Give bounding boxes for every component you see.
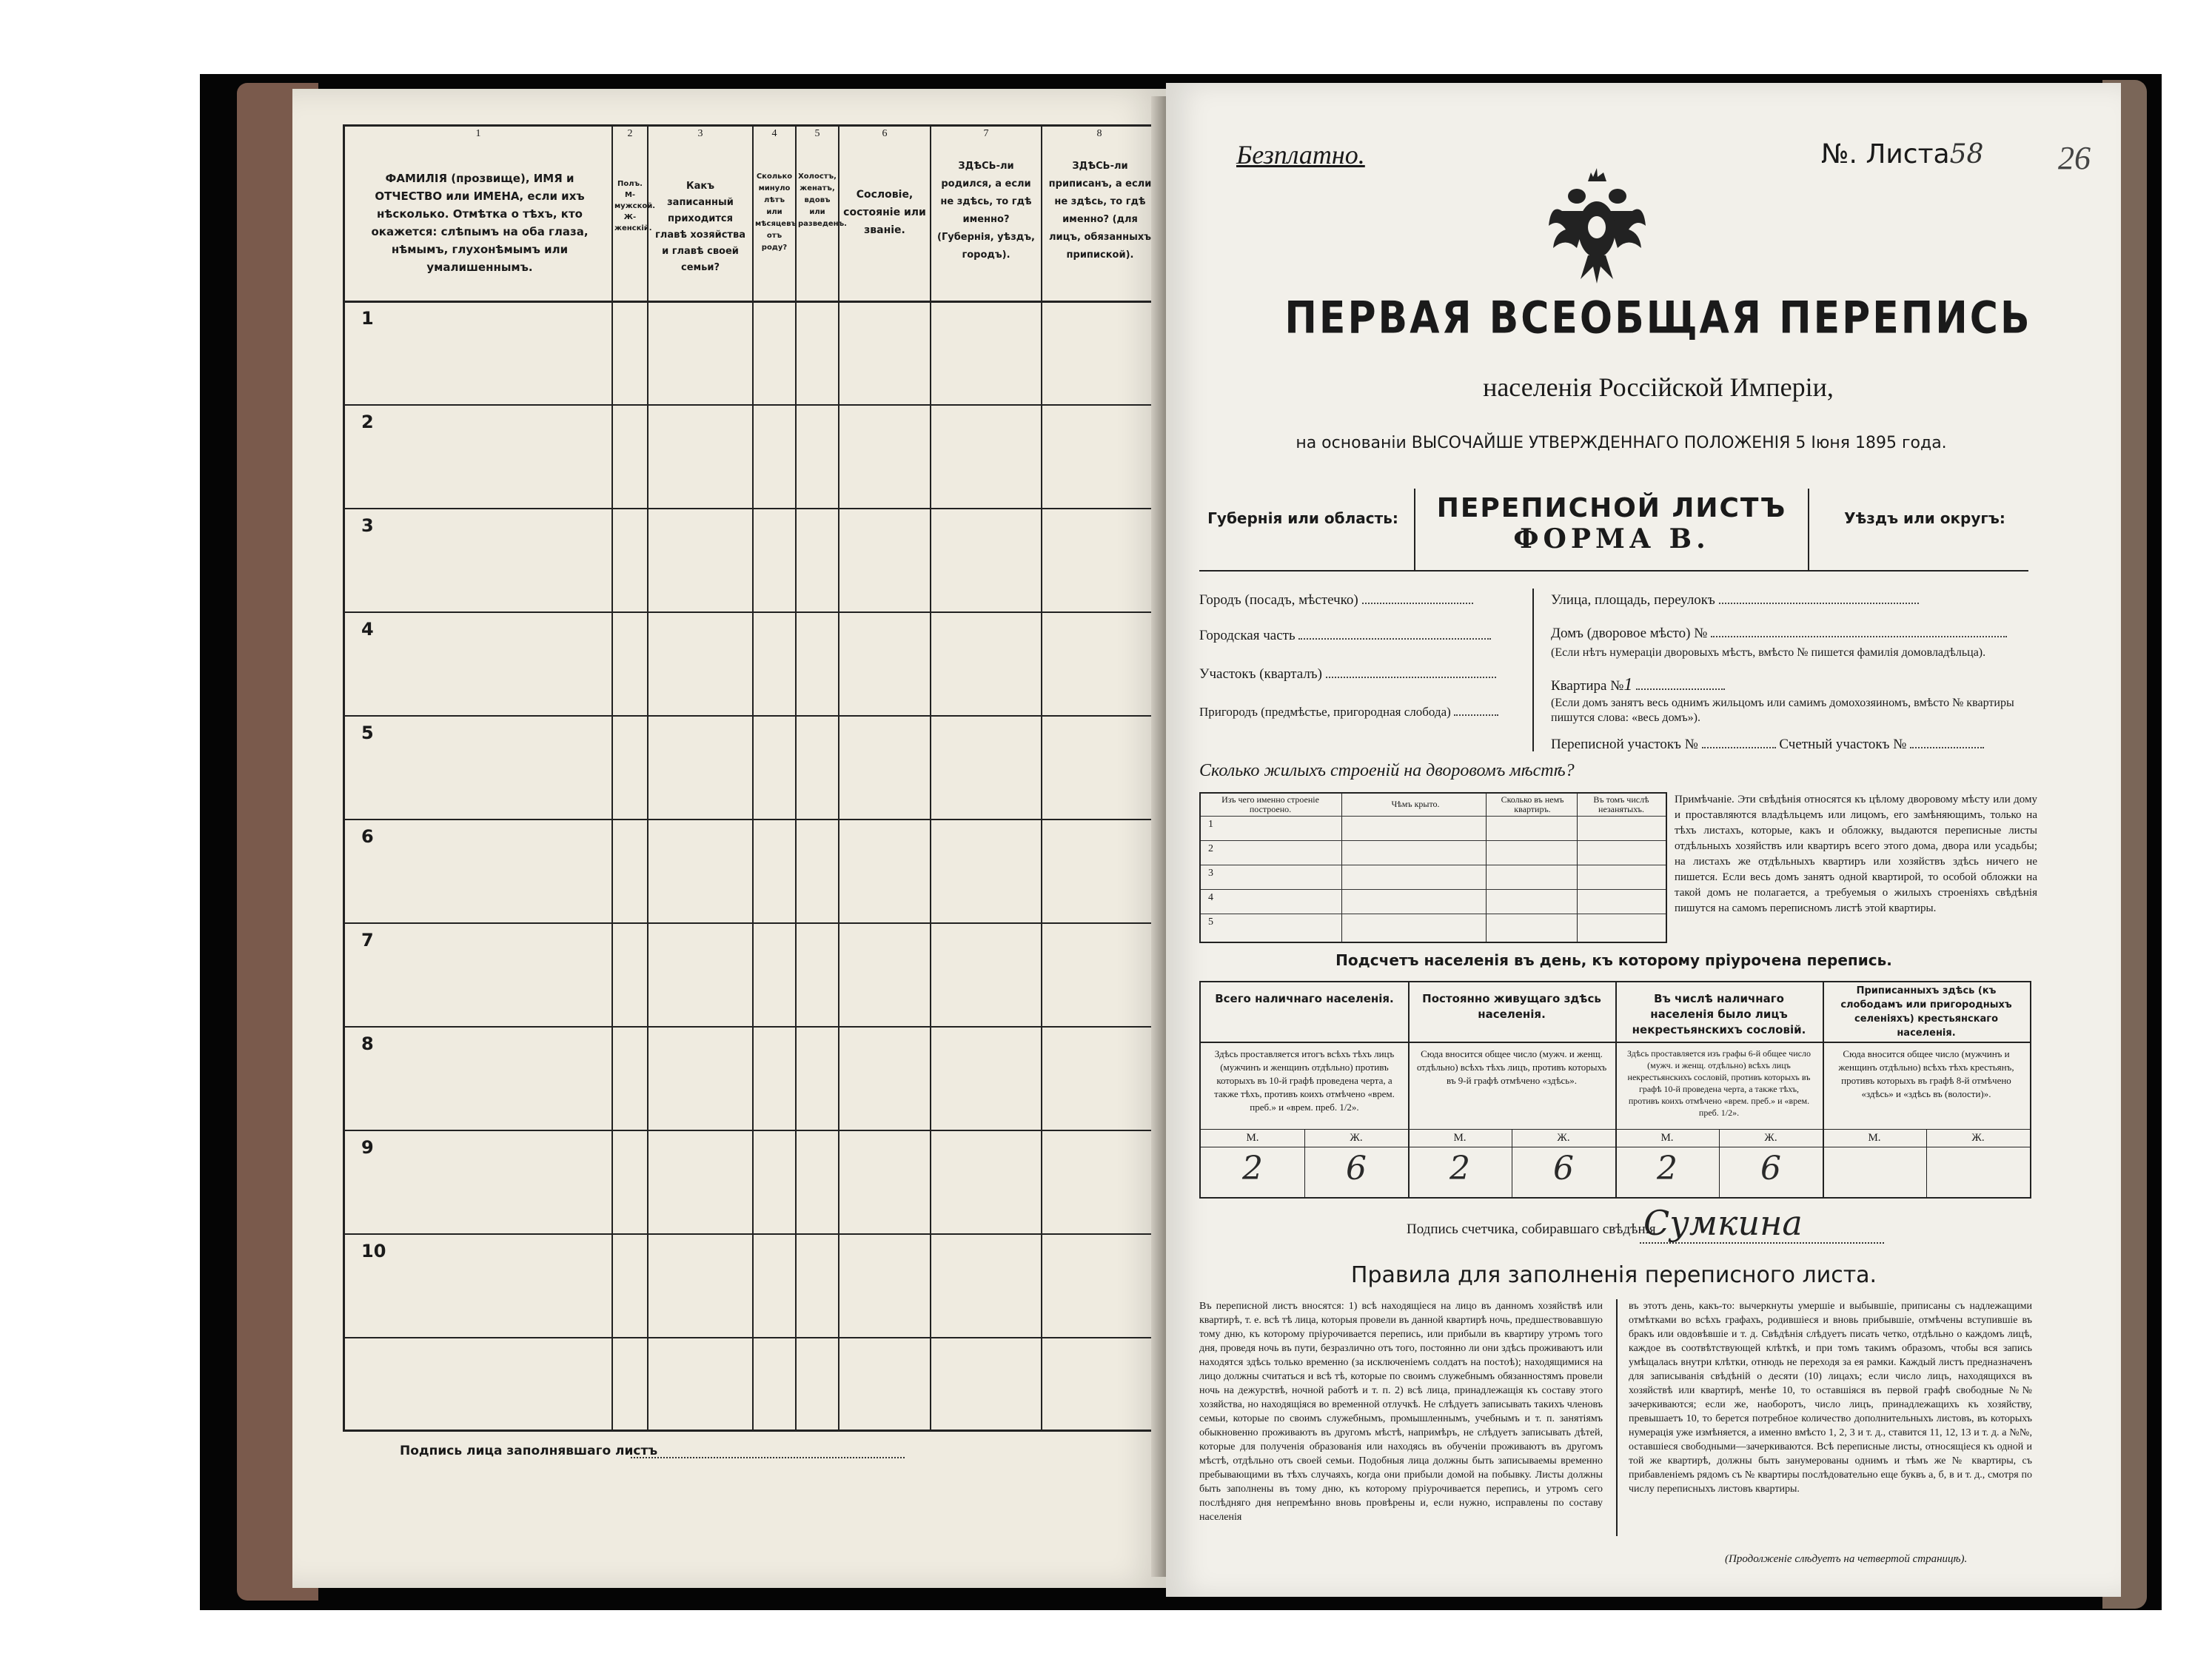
continuation-note: (Продолженіе слѣдуетъ на четвертой страницѣ). — [1725, 1553, 1968, 1565]
rules-title: Правила для заполненія переписного листа. — [1350, 1262, 1877, 1288]
row-number: 10 — [361, 1241, 386, 1261]
signature-line — [1640, 1242, 1884, 1244]
sheet-number-label: №. Листа — [1821, 139, 1950, 170]
enumerator-signature-label: Подпись счетчика, собиравшаго свѣдѣнія — [1407, 1221, 1656, 1237]
address-divider — [1532, 589, 1534, 751]
tally-value-female: 6 — [1553, 1150, 1574, 1187]
filler-signature-label: Подпись лица заполнявшаго листъ — [400, 1444, 658, 1458]
col-number: 4 — [771, 128, 777, 139]
buildings-header: Въ томъ числѣ незанятыхъ. — [1593, 794, 1649, 814]
apartment-note: (Если домъ занятъ весь однимъ жильцомъ или самимъ домохозяиномъ, вмѣсто № квартиры пишутся слова: «весь домъ»). — [1551, 697, 2014, 724]
free-label: Безплатно. — [1236, 140, 1365, 170]
female-label: Ж. — [1350, 1132, 1363, 1144]
table-row — [345, 611, 1159, 717]
province-label: Губернія или область: — [1207, 509, 1398, 527]
tally-value-male: 2 — [1657, 1150, 1678, 1187]
col-number: 6 — [882, 128, 888, 139]
col-header-age: Сколько минуло лѣтъ или мѣсяцевъ отъ роду? — [755, 172, 797, 252]
col-number: 2 — [627, 128, 633, 139]
row-number: 8 — [361, 1033, 374, 1054]
buildings-table — [1199, 792, 1667, 943]
tally-header: Всего наличнаго населенія. — [1215, 992, 1394, 1005]
row-number: 3 — [361, 515, 374, 536]
row-number: 4 — [361, 619, 374, 640]
female-label: Ж. — [1557, 1132, 1570, 1144]
male-label: М. — [1660, 1132, 1674, 1144]
double-headed-eagle-emblem — [1547, 167, 1647, 285]
address-city: Городъ (посадъ, мѣстечко) — [1199, 592, 1473, 609]
table-row — [345, 1026, 1159, 1131]
table-row — [345, 922, 1159, 1028]
buildings-row: 2 — [1201, 840, 1666, 865]
col-number: 8 — [1096, 128, 1102, 139]
sheet-number — [1821, 139, 1983, 170]
census-title: ПЕРВАЯ ВСЕОБЩАЯ ПЕРЕПИСЬ — [1284, 292, 2032, 344]
col-header-name: ФАМИЛІЯ (прозвище), ИМЯ и ОТЧЕСТВО или ИМЕНА, если ихъ нѣсколько. Отмѣтка о тѣхъ, кто окажется: слѣпымъ на оба глаза, нѣмымъ, глухонѣмымъ или умалишеннымъ. — [371, 172, 589, 274]
tally-description: Здѣсь проставляется изъ графы 6-й общее число (мужч. и женщ. отдѣльно) всѣхъ лицъ некрестьянскихъ сословій, противъ которыхъ въ графѣ 10-й проведена черта, а также тѣхъ, противъ коихъ отмѣчено «врем. преб.» и «врем. преб. 1/2». — [1627, 1048, 1811, 1118]
tally-description: Сюда вносится общее число (мужчинъ и женщинъ отдѣльно) всѣхъ тѣхъ крестьянъ, противъ которыхъ въ графѣ 8-й отмѣчено «здѣсь» и «здѣсь въ (волости)». — [1838, 1048, 2014, 1099]
tally-header: Въ числѣ наличнаго населенія было лицъ некрестьянскихъ сословій. — [1632, 992, 1806, 1036]
tally-value-female: 6 — [1346, 1150, 1367, 1187]
tally-description: Сюда вносится общее число (мужч. и женщ. отдѣльно) всѣхъ тѣхъ лицъ, противъ которыхъ въ 9-й графѣ отмѣчено «здѣсь». — [1416, 1048, 1607, 1086]
tally-title: Подсчетъ населенія въ день, къ которому пріурочена перепись. — [1335, 951, 1892, 969]
rules-divider — [1616, 1299, 1618, 1536]
row-number: 7 — [361, 930, 374, 951]
col-header-marital: Холостъ, женатъ, вдовъ или разведенъ. — [798, 172, 847, 228]
tally-value-male: 2 — [1242, 1150, 1263, 1187]
row-number: 2 — [361, 412, 374, 432]
address-house: Домъ (дворовое мѣсто) № — [1551, 626, 2007, 642]
table-row — [345, 1233, 1159, 1338]
sheet-number-value: 58 — [1949, 139, 1984, 170]
form-title-box — [1414, 489, 1809, 570]
form-title: ПЕРЕПИСНОЙ ЛИСТЪ — [1436, 493, 1787, 523]
buildings-header: Изъ чего именно строеніе построено. — [1221, 794, 1319, 814]
rules-text-right: въ этотъ день, какъ-то: вычеркнуты умершіе и выбывшіе, приписаны съ надлежащими отмѣтками во всѣхъ графахъ, родившіеся и вновь прибывшіе, отмѣчены вступившіе въ бракъ или овдовѣвшіе и т. д. Свѣдѣнія слѣдуетъ писать четко, отдѣльно о каждомъ лицѣ, каждое въ соотвѣтствующей клѣткѣ, и при томъ такимъ образомъ, чтобы вся запись умѣщалась внутри клѣтки, отнюдь не переходя за ея рамки. Каждый листъ предназначенъ для записыванія свѣдѣній о десяти (10) лицахъ; если число лицъ, находящихся въ хозяйствѣ или квартирѣ, менѣе 10, то оставшіяся въ первой графѣ свободные №№ зачеркиваются; если же, наоборотъ, число лицъ, принадлежащихъ къ хозяйству, превышаетъ 10, то берется потребное количество дополнительныхъ листовъ, въ которыхъ нумерація уже измѣняется, а именно вмѣсто 1, 2, 3 и т. д., ставится 11, 12, 13 и т. д. а №№, оставшіеся свободными—зачеркиваются. Всѣ переписные листы, относящіеся къ одной и той же квартирѣ, должны быть занумерованы однимъ и тѣмъ же № квартиры, съ прибавленіемъ рядомъ съ № квартиры послѣдовательно еще буквъ а, б, в и т. д., смотря по числу переписныхъ листовъ квартиры. — [1629, 1301, 2032, 1495]
address-suburb: Пригородъ (предмѣстье, пригородная слобода) — [1199, 705, 1498, 720]
table-row — [345, 1337, 1159, 1427]
form-header-box — [1199, 489, 2028, 572]
female-label: Ж. — [1764, 1132, 1777, 1144]
census-basis: на основаніи ВЫСОЧАЙШЕ УТВЕРЖДЕННАГО ПОЛОЖЕНІЯ 5 Іюня 1895 года. — [1296, 434, 1947, 452]
buildings-header: Сколько въ немъ квартиръ. — [1501, 794, 1564, 814]
col-number: 5 — [814, 128, 820, 139]
census-table — [343, 124, 1162, 1432]
tally-description: Здѣсь проставляется итогъ всѣхъ тѣхъ лицъ (мужчинъ и женщинъ отдѣльно) противъ которыхъ въ 10-й графѣ проведена черта, а также тѣхъ, противъ коихъ отмѣчено «врем. преб.» и «врем. преб. 1/2». — [1214, 1048, 1395, 1113]
buildings-row: 5 — [1201, 914, 1666, 939]
rules-text-left: Въ переписной листъ вносятся: 1) всѣ находящіеся на лицо въ данномъ хозяйствѣ или квартирѣ, т. е. всѣ тѣ лица, которыя провели въ данной квартирѣ ночь, предшествовавшую тому дню, къ которому пріурочивается перепись, или прибыли въ квартиру утромъ того дня, проведя ночь въ пути, безразлично отъ того, постоянно ли они здѣсь проживаютъ или находятся здѣсь только временно (за исключеніемъ солдатъ на постоѣ); находящимися на лицо должны считаться и всѣ тѣ, которые по своимъ служебнымъ обязанностямъ провели ночь на дежурствѣ, ночной работѣ и т. п. 2) всѣ лица, принадлежащія къ составу этого хозяйства, но находящіяся во временной отлучкѣ. Не слѣдуетъ записывать такихъ членовъ семьи, которые по своимъ служебнымъ, промышленнымъ, учебнымъ и т. п. занятіямъ обыкновенно проживаютъ въ другомъ мѣстѣ, напримѣръ, не слѣдуетъ записывать дѣтей, которые для полученія образованія или находясь въ обученіи проживаютъ въ другомъ мѣстѣ, отдѣльно отъ своей семьи. Подобныя лица должны быть записываемы временно пребывающими въ тѣхъ случаяхъ, когда они прибыли домой на побывку. Листы должны быть заполнены въ тому дню, къ которому пріурочивается перепись, и утромъ сего послѣдняго дня непремѣнно вновь провѣрены и, если нужно, исправлены по составу населенія — [1199, 1301, 1603, 1523]
row-number: 9 — [361, 1137, 374, 1158]
row-number: 6 — [361, 826, 374, 847]
tally-value-female: 6 — [1760, 1150, 1781, 1187]
buildings-row: 1 — [1201, 816, 1666, 841]
table-row — [345, 715, 1159, 820]
male-label: М. — [1246, 1132, 1259, 1144]
address-city-part: Городская часть — [1199, 628, 1491, 644]
male-label: М. — [1868, 1132, 1881, 1144]
form-subtitle: ФОРМА В. — [1513, 523, 1710, 554]
col-header-estate: Сословіе, состояніе или званіе. — [843, 189, 926, 236]
table-row — [345, 404, 1159, 509]
col-number: 7 — [983, 128, 989, 139]
col-number: 3 — [697, 128, 703, 139]
row-number: 5 — [361, 723, 374, 743]
tally-header: Приписанныхъ здѣсь (къ слободамъ или пригородныхъ селеніяхъ) крестьянскаго населенія. — [1840, 985, 2012, 1039]
col-header-relation: Какъ записанный приходится главѣ хозяйства и главѣ своей семьи? — [655, 181, 745, 273]
tally-table — [1199, 981, 2031, 1199]
address-street: Улица, площадь, переулокъ — [1551, 592, 1919, 609]
buildings-note: Примѣчаніе. Эти свѣдѣнія относятся къ цѣлому дворовому мѣсту или дому и проставляются владѣльцемъ или лицомъ, его замѣняющимъ, только на тѣхъ листахъ, которые, какъ и обложку, выдаются переписные листы отдѣльныхъ хозяйствъ или квартиръ всего этого дома, двора или усадьбы; на листахъ же отдѣльныхъ квартиръ или хозяйствъ здѣсь ничего не пишется. Если весь домъ занятъ одной квартирой, то особой обложки на такой домъ не полагается, а требуемыя о жилыхъ строеніяхъ свѣдѣнія пишутся на самомъ переписномъ листѣ этой квартиры. — [1675, 794, 2037, 914]
census-subtitle: населенія Россійской Имперіи, — [1483, 372, 1834, 402]
buildings-row: 4 — [1201, 889, 1666, 914]
corner-archive-mark: 26 — [2058, 140, 2091, 176]
house-note: (Если нѣтъ нумераціи дворовыхъ мѣстъ, вмѣсто № пишется фамилія домовладѣльца). — [1551, 646, 1986, 659]
row-number: 1 — [361, 308, 374, 329]
buildings-row: 3 — [1201, 865, 1666, 890]
col-header-sex: Полъ. М-мужской. Ж-женскій. — [614, 180, 656, 232]
col-header-registered: ЗДѢСЬ-ли приписанъ, а если не здѣсь, то гдѣ именно? (для лицъ, обязанныхъ припиской). — [1048, 161, 1152, 261]
female-label: Ж. — [1971, 1132, 1985, 1144]
enumerator-signature: Сумкина — [1643, 1203, 1803, 1243]
address-precinct: Участокъ (кварталъ) — [1199, 666, 1496, 683]
col-header-birthplace: ЗДѢСЬ-ли родился, а если не здѣсь, то гдѣ именно? (Губернія, уѣздъ, городъ). — [937, 161, 1035, 261]
address-apartment: Квартира №1 — [1551, 675, 1725, 695]
male-label: М. — [1453, 1132, 1467, 1144]
address-census-district: Переписной участокъ № Счетный участокъ № — [1551, 737, 1984, 753]
table-row — [345, 1130, 1159, 1235]
tally-value-male: 2 — [1449, 1150, 1470, 1187]
buildings-question: Сколько жилыхъ строеній на дворовомъ мѣстѣ? — [1199, 761, 1575, 780]
table-row — [345, 819, 1159, 924]
tally-header: Постоянно живущаго здѣсь населенія. — [1422, 992, 1601, 1021]
table-row — [345, 301, 1159, 406]
district-label: Уѣздъ или округъ: — [1844, 509, 2005, 527]
table-row — [345, 508, 1159, 613]
signature-line — [631, 1457, 905, 1458]
col-number: 1 — [475, 128, 481, 139]
buildings-header: Чѣмъ крыто. — [1391, 799, 1440, 809]
